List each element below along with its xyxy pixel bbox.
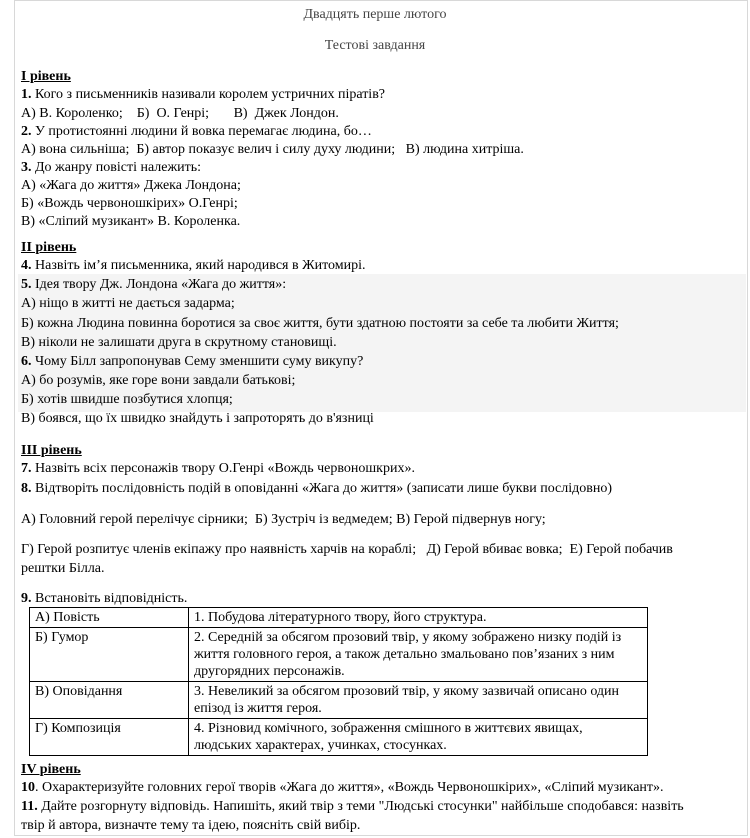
q5-text: Ідея твору Дж. Лондона «Жага до життя»: (31, 277, 287, 292)
q6-text: Чому Білл запропонував Сему зменшити суму викупу? (31, 354, 364, 369)
table-row (30, 682, 648, 719)
q6-num: 6. (21, 354, 32, 369)
question-9 (21, 590, 187, 608)
term-cell: Б) Гумор (30, 628, 189, 682)
question-7 (21, 460, 415, 478)
question-6 (21, 353, 363, 371)
q8-text: Відтворіть послідовність подій в оповіданні «Жага до життя» (записати лише букви послідовно) (31, 481, 613, 496)
q3-option-c: В) «Сліпий музикант» В. Короленка. (21, 214, 241, 229)
table-row (30, 719, 648, 756)
q10-num: 10 (21, 780, 35, 795)
q5-option-a: А) ніщо в житті не дається задарма; (21, 296, 235, 311)
question-2 (21, 123, 372, 141)
definition-cell: 1. Побудова літературного твору, його структура. (189, 608, 648, 628)
level2-title: ІІ рівень (21, 240, 77, 255)
q2-num: 2. (21, 124, 32, 139)
q6-option-a: А) бо розумів, яке горе вони завдали батькові; (21, 373, 296, 388)
q2-options: А) вона сильніша; Б) автор показує велич і силу духу людини; В) людина хитріша. (21, 142, 524, 157)
q8-num: 8. (21, 481, 32, 496)
q5-option-c: В) ніколи не залишати друга в скрутному становищі. (21, 335, 337, 350)
q8-events-2: Г) Герой розпитує членів екіпажу про наявність харчів на кораблі; Д) Герой вбиває вовка; Е) Герой побачив (21, 542, 673, 557)
q5-num: 5. (21, 277, 32, 292)
q3-option-a: А) «Жага до життя» Джека Лондона; (21, 178, 241, 193)
q1-text: Кого з письменників називали королем устричних піратів? (31, 87, 386, 102)
q8-events-1: А) Головний герой перелічує сірники; Б) Зустріч із ведмедем; В) Герой підвернув ногу; (21, 512, 546, 527)
q11-text: Дайте розгорнуту відповідь. Напишіть, який твір з теми "Людські стосунки" найбільше сподобався: назвіть (37, 799, 684, 814)
q6-option-c: В) боявся, що їх швидко знайдуть і запроторять до в'язниці (21, 411, 374, 426)
q7-num: 7. (21, 461, 32, 476)
q9-num: 9. (21, 591, 32, 606)
q3-num: 3. (21, 160, 32, 175)
matching-table (29, 607, 648, 756)
term-cell: А) Повість (30, 608, 189, 628)
question-8 (21, 480, 612, 498)
level1-title: І рівень (21, 69, 71, 84)
q3-option-b: Б) «Вождь червоношкірих» О.Генрі; (21, 196, 238, 211)
q5-option-b: Б) кожна Людина повинна боротися за своє життя, бути здатною постояти за себе та любити Життя; (21, 316, 619, 331)
question-5 (21, 276, 286, 294)
q2-text: У протистоянні людини й вовка перемагає людина, бо… (31, 124, 372, 139)
date-heading: Двадцять перше лютого (303, 7, 447, 22)
q1-num: 1. (21, 87, 32, 102)
table-row (30, 608, 648, 628)
question-3 (21, 159, 201, 177)
q3-text: До жанру повісті належить: (31, 160, 202, 175)
table-row (30, 628, 648, 682)
level3-title: ІІІ рівень (21, 443, 82, 458)
level4-title: ІV рівень (21, 762, 81, 777)
question-1 (21, 86, 385, 104)
q1-options: А) В. Короленко; Б) О. Генрі; В) Джек Лондон. (21, 106, 339, 121)
q8-events-3: рештки Білла. (21, 561, 105, 576)
test-subtitle: Тестові завдання (324, 38, 426, 53)
question-10 (21, 779, 664, 797)
q4-text: Назвіть ім’я письменника, який народився в Житомирі. (31, 258, 366, 273)
q11-text-line2: твір й автора, визначте тему та ідею, поясніть свій вибір. (21, 818, 361, 833)
question-4 (21, 257, 366, 275)
question-11 (21, 798, 684, 816)
term-cell: В) Оповідання (30, 682, 189, 719)
definition-cell: 4. Різновид комічного, зображення смішного в життєвих явищах, людських характерах, учинках, стосунках. (189, 719, 648, 756)
q11-num: 11. (21, 799, 38, 814)
definition-cell: 3. Невеликий за обсягом прозовий твір, у якому зазвичай описано один епізод із життя героя. (189, 682, 648, 719)
q9-text: Встановіть відповідність. (31, 591, 188, 606)
term-cell: Г) Композиція (30, 719, 189, 756)
q4-num: 4. (21, 258, 32, 273)
q7-text: Назвіть всіх персонажів твору О.Генрі «Вождь червоношкрих». (31, 461, 415, 476)
q6-option-b: Б) хотів швидше позбутися хлопця; (21, 392, 233, 407)
q10-text: . Охарактеризуйте головних герої творів «Жага до життя», «Вождь Червоношкірих», «Сліпий музикант». (35, 780, 664, 795)
definition-cell: 2. Середній за обсягом прозовий твір, у якому зображено низку подій із життя головного героя, а також детально змальовано пов’язаних з ним другорядних персонажів. (189, 628, 648, 682)
